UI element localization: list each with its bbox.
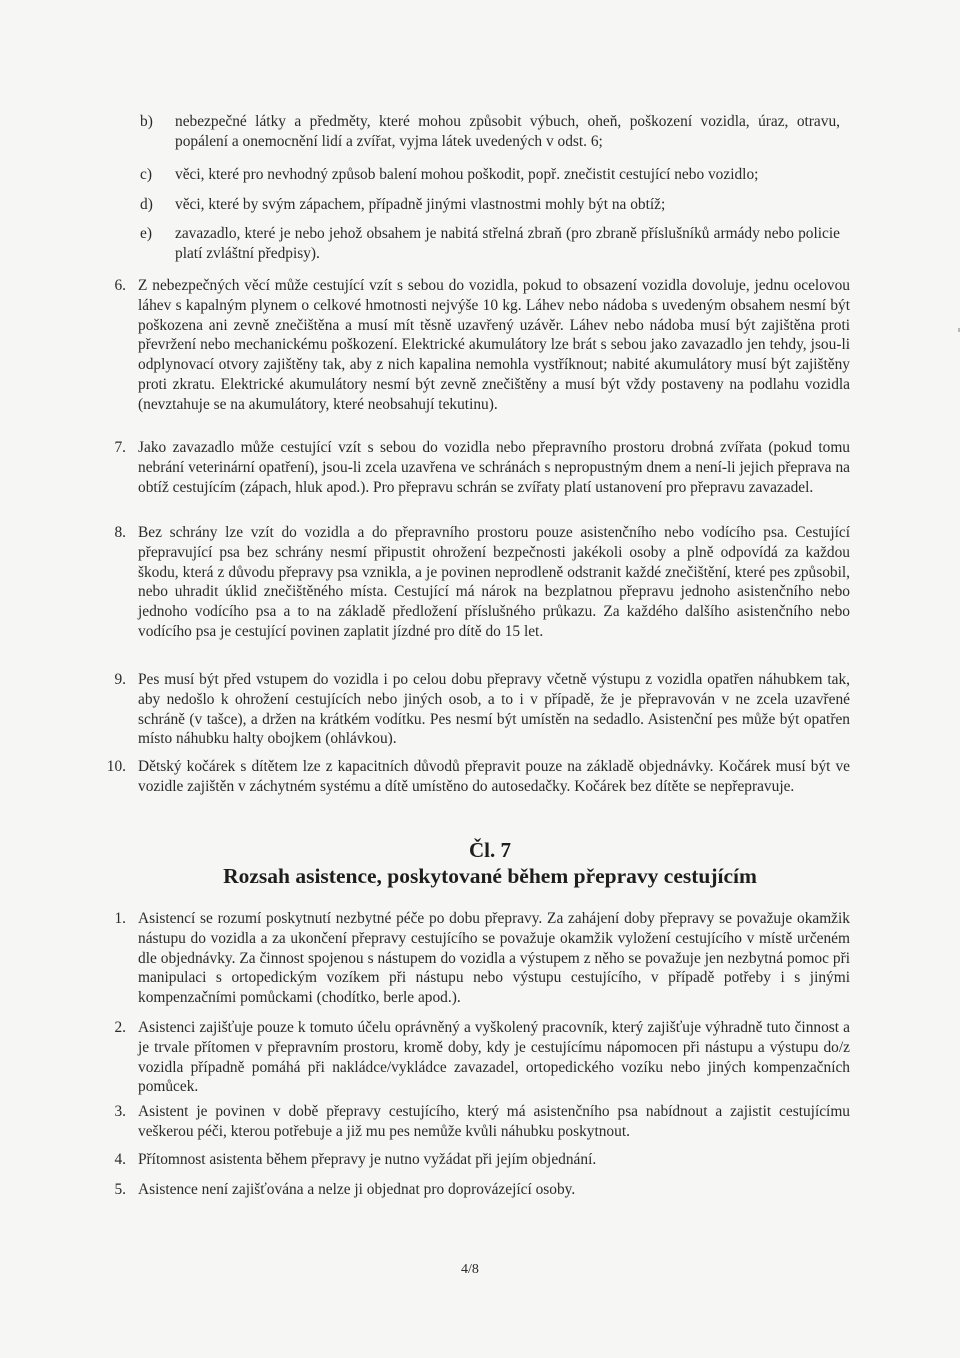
paragraph-text: Bez schrány lze vzít do vozidla a do přepravního prostoru pouze asistenčního nebo vodícího psa. Cestující přepravující psa bez schrány nesmí připustit ohrožení bezpečnosti jakékoli osoby a plně odpovídá za každou škodu, která z důvodu přepravy psa vznikla, a je povinen neprodleně odstranit každé znečištění, které pes způsobil, nebo uhradit úklid znečištěného místa. Cestující má nárok na bezplatnou přepravu jednoho asistenčního nebo jednoho vodícího psa a to na základě předložení příslušného průkazu. Za každého dalšího asistenčního nebo vodícího psa je cestující povinen zaplatit jízdné pro dítě do 15 let.	[138, 524, 850, 640]
list-text: věci, které pro nevhodný způsob balení mohou poškodit, popř. znečistit cestující nebo vozidlo;	[175, 166, 759, 183]
list-marker: c)	[140, 166, 152, 183]
paragraph-number: 1.	[114, 910, 126, 927]
section-item-1	[104, 909, 850, 1008]
paragraph-text: Asistenci zajišťuje pouze k tomuto účelu oprávněný a vyškolený pracovník, který zajišťuje výhradně tuto činnost a je trvale přítomen v přepravním prostoru, kromě doby, kdy je cestujícímu nápomocen při nástupu a výstupu do/z vozidla případně pomáhá při nakládce/vykládce zavazadel, ortopedického vozíku nebo jiných kompenzačních pomůcek.	[138, 1019, 850, 1096]
paragraph-number: 10.	[106, 758, 126, 775]
paragraph-text: Asistencí se rozumí poskytnutí nezbytné péče po dobu přepravy. Za zahájení doby přepravy se považuje okamžik nástupu do vozidla a za ukončení přepravy cestujícího se považuje okamžik vyložení cestujícího v místě určeném dle objednávky. Za činnost spojenou s nástupem do vozidla a výstupem z něho se považuje jen nezbytná pomoc při manipulaci s ortopedickým vozíkem při nástupu nebo výstupu cestujícího, v případě potřeby i s jinými kompenzačními pomůckami (chodítko, berle apod.).	[138, 910, 850, 1007]
paragraph-number: 4.	[114, 1151, 126, 1168]
paragraph-text: Asistence není zajišťována a nelze ji objednat pro doprovázející osoby.	[138, 1181, 576, 1198]
paragraph-text: Přítomnost asistenta během přepravy je nutno vyžádat při jejím objednání.	[138, 1151, 597, 1168]
paragraph-text: Z nebezpečných věcí může cestující vzít s sebou do vozidla, pokud to obsazení vozidla dovoluje, jednu ocelovou láhev s kapalným plynem o celkové hmotnosti nejvýše 10 kg. Láhev nebo nádoba s uvedeným obsahem nesmí být poškozena ani zevně znečištěna a musí mít těsně uzavřený uzávěr. Láhev nebo nádoba musí být zajištěna proti převržení nebo mechanickému poškození. Elektrické akumulátory lze brát s sebou jako zavazadlo jen tehdy, jsou-li odplynovací otvory zajištěny tak, aby z nich kapalina nemohla vystříknout; nabité akumulátory musí být zajištěny proti zkratu. Elektrické akumulátory nesmí být zevně znečištěny a musí být vždy postaveny na podlahu vozidla (nevztahuje se na akumulátory, které neobsahují tekutinu).	[138, 277, 850, 413]
paragraph-9	[104, 670, 850, 749]
section-item-5	[104, 1180, 850, 1200]
section-title: Rozsah asistence, poskytované během přepravy cestujícím	[223, 864, 757, 888]
section-item-4	[104, 1150, 850, 1170]
paragraph-10	[104, 757, 850, 797]
paragraph-text: Asistent je povinen v době přepravy cestujícího, který má asistenčního psa nabídnout a zajistit cestujícímu veškerou péči, kterou potřebuje a již mu pes nemůže kvůli náhubku poskytnout.	[138, 1103, 850, 1140]
paragraph-7	[104, 438, 850, 497]
paragraph-number: 6.	[114, 277, 126, 294]
paragraph-number: 5.	[114, 1181, 126, 1198]
section-item-2	[104, 1018, 850, 1097]
paragraph-number: 2.	[114, 1019, 126, 1036]
paragraph-number: 3.	[114, 1103, 126, 1120]
list-item-e	[140, 224, 840, 264]
list-marker: b)	[140, 113, 153, 130]
list-item-c	[140, 165, 840, 185]
list-item-d	[140, 195, 840, 215]
section-item-3	[104, 1102, 850, 1142]
list-item-b	[140, 112, 840, 152]
paragraph-6	[104, 276, 850, 415]
paragraph-text: Pes musí být před vstupem do vozidla i po celou dobu přepravy včetně výstupu z vozidla opatřen náhubkem tak, aby nedošlo k ohrožení cestujících nebo jiných osob, a to i v případě, že je přepravován v ne zcela uzavřené schráně (v tašce), a držen na krátkém vodítku. Pes nesmí být umístěn na sedadlo. Asistenční pes může být opatřen místo náhubku halty obojkem (ohlávkou).	[138, 671, 850, 748]
paragraph-8	[104, 523, 850, 642]
paragraph-text: Jako zavazadlo může cestující vzít s sebou do vozidla nebo přepravního prostoru drobná zvířata (pokud tomu nebrání veterinární opatření), jsou-li zcela uzavřena ve schránách s nepropustným dnem a není-li jejich přeprava na obtíž cestujícím (zápach, hluk apod.). Pro přepravu schrán se zvířaty platí ustanovení pro přepravu zavazadel.	[138, 439, 850, 496]
section-number: Čl. 7	[469, 838, 511, 862]
list-marker: d)	[140, 196, 153, 213]
paragraph-number: 7.	[114, 439, 126, 456]
paragraph-number: 9.	[114, 671, 126, 688]
page-number: 4/8	[461, 1262, 479, 1277]
list-marker: e)	[140, 225, 152, 242]
list-text: nebezpečné látky a předměty, které mohou způsobit výbuch, oheň, poškození vozidla, úraz, otravu, popálení a onemocnění lidí a zvířat, vyjma látek uvedených v odst. 6;	[175, 113, 840, 150]
list-text: zavazadlo, které je nebo jehož obsahem je nabitá střelná zbraň (pro zbraně příslušníků armády nebo policie platí zvláštní předpisy).	[175, 225, 840, 262]
paragraph-text: Dětský kočárek s dítětem lze z kapacitních důvodů přepravit pouze na základě objednávky. Kočárek musí být ve vozidle zajištěn v záchytném systému a dítě umístěno do autosedačky. Kočárek bez dítěte se nepřepravuje.	[138, 758, 850, 795]
paragraph-number: 8.	[114, 524, 126, 541]
list-text: věci, které by svým zápachem, případně jinými vlastnostmi mohly být na obtíž;	[175, 196, 666, 213]
